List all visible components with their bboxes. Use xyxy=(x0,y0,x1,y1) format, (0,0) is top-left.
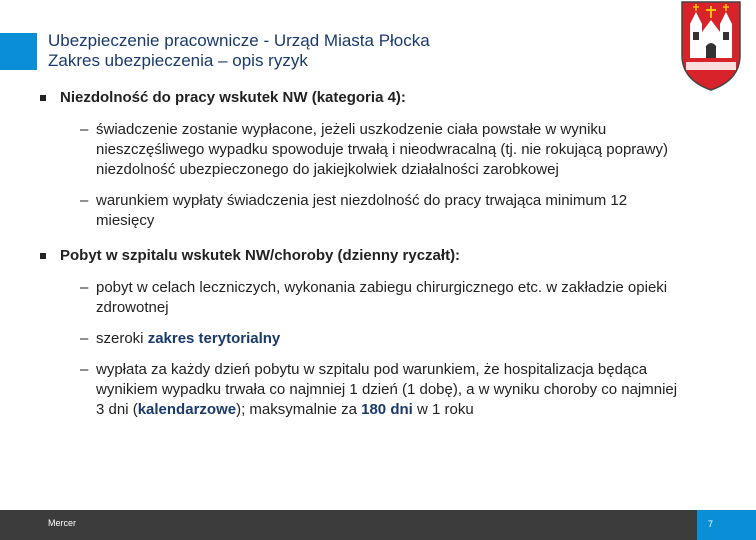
footer-bar xyxy=(0,510,756,540)
dash-bullet: – xyxy=(80,192,89,209)
slide-subtitle: Zakres ubezpieczenia – opis ryzyk xyxy=(48,51,308,70)
slide-header xyxy=(48,30,430,71)
list-item-text: wypłata za każdy dzień pobytu w szpitalu pod warunkiem, że hospitalizacja będąca wynikiem wypadku trwała co najmniej 1 dzień (1 dobę), a w wyniku choroby co najmniej 3 dni (kalendarzowe); maksymalnie za 180 dni w 1 roku xyxy=(96,361,678,418)
list-item-text: pobyt w celach leczniczych, wykonania zabiegu chirurgicznego etc. w zakładzie opieki zdrowotnej xyxy=(96,279,668,316)
slide-content xyxy=(40,84,720,420)
page-number-box xyxy=(697,510,756,540)
page-number: 7 xyxy=(708,519,714,529)
highlight-calendar-days: kalendarzowe xyxy=(137,401,237,418)
highlight-180-days: 180 dni xyxy=(361,401,413,418)
list-item xyxy=(80,360,720,420)
slide-title: Ubezpieczenie pracownicze - Urząd Miasta Płocka xyxy=(48,31,430,50)
highlight-territorial-scope: zakres terytorialny xyxy=(147,330,281,347)
footer-brand: Mercer xyxy=(48,518,77,528)
list-item xyxy=(80,329,720,349)
list-item xyxy=(80,278,720,318)
list-item-text: szeroki zakres terytorialny xyxy=(96,330,281,347)
list-item xyxy=(80,191,720,231)
city-coat-of-arms-icon xyxy=(680,0,742,92)
list-item-text: warunkiem wypłaty świadczenia jest niezdolność do pracy trwająca minimum 12 miesięcy xyxy=(96,192,628,229)
dash-bullet: – xyxy=(80,361,89,378)
square-bullet-icon xyxy=(40,253,46,259)
list-item xyxy=(80,120,720,180)
dash-bullet: – xyxy=(80,279,89,296)
title-accent-block xyxy=(0,33,37,70)
dash-bullet: – xyxy=(80,330,89,347)
square-bullet-icon xyxy=(40,95,46,101)
dash-bullet: – xyxy=(80,121,89,138)
list-item-text: świadczenie zostanie wypłacone, jeżeli uszkodzenie ciała powstałe w wyniku nieszczęśliwego wypadku spowoduje trwałą i nieodwracalną (tj. nie rokującą poprawy) niezdolność ubezpieczonego do jakiejkolwiek działalności zarobkowej xyxy=(96,121,668,178)
section-heading: Pobyt w szpitalu wskutek NW/choroby (dzienny ryczałt): xyxy=(40,246,720,266)
section-heading: Niezdolność do pracy wskutek NW (kategoria 4): xyxy=(40,88,720,108)
